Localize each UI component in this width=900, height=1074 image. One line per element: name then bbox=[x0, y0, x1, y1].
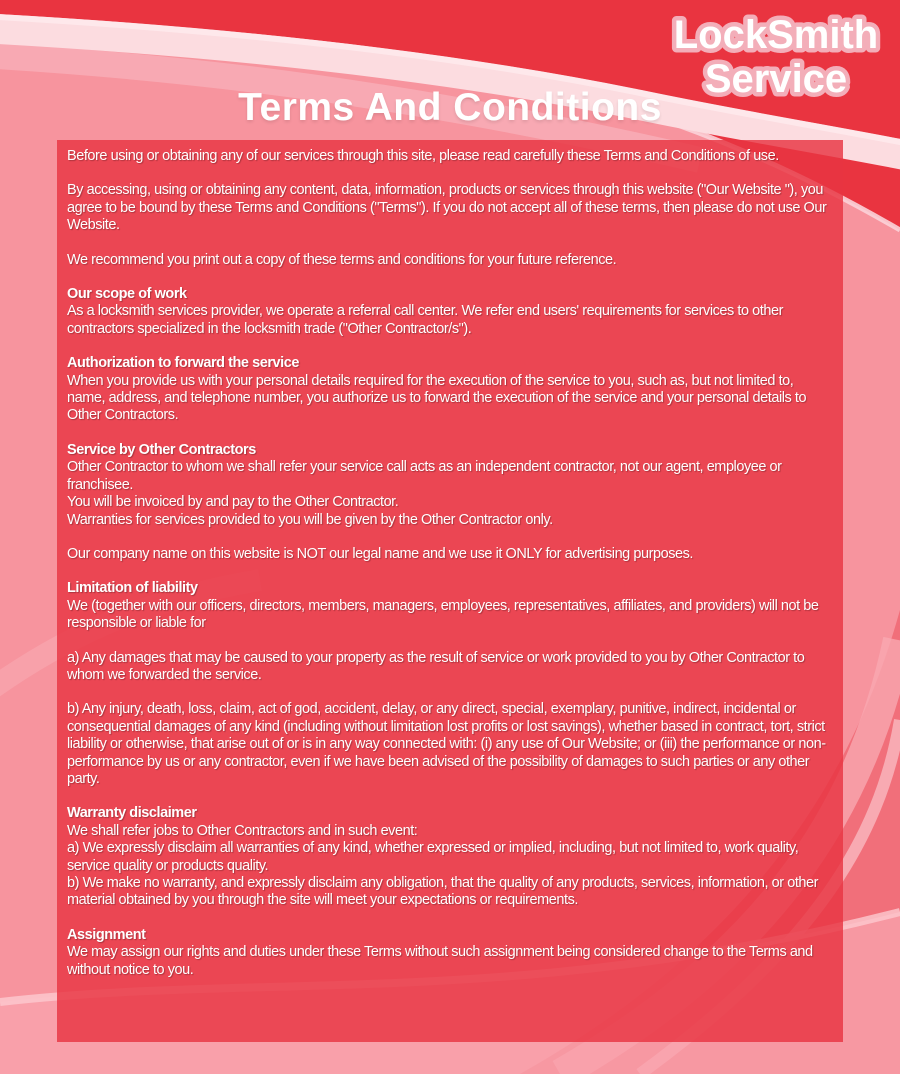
section-liability-paragraph-3: b) Any injury, death, loss, claim, act of god, accident, delay, or any direct, special, exemplary, punitive, indirect, incidental or consequential damages of any kind (including without limitation lost profits or lost savings), whether based in contract, tort, strict liability or otherwise, that arise out of or is in any way connected with: (i) any use of Our Website; or (iii) the performance or non-performance by us or any contractor, even if we have been advised of the possibility of damages to such parties or any other party. bbox=[67, 701, 826, 787]
section-liability-paragraph-2: a) Any damages that may be caused to your property as the result of service or work provided to you by Other Contractor to whom we forwarded the service. bbox=[67, 649, 805, 683]
section-authorization-paragraph: When you provide us with your personal details required for the execution of the service to you, such as, but not limited to, name, address, and telephone number, you authorize us to forward the execution of the service and your personal details to Other Contractors. bbox=[67, 372, 807, 424]
logo bbox=[662, 8, 890, 104]
section-warranty-heading: Warranty disclaimer bbox=[67, 805, 197, 822]
terms-panel bbox=[57, 140, 843, 1042]
section-warranty-paragraph-1: We shall refer jobs to Other Contractors and in such event: bbox=[67, 822, 418, 839]
section-other-contractors-heading: Service by Other Contractors bbox=[67, 441, 256, 458]
intro-paragraph-2: By accessing, using or obtaining any content, data, information, products or services through this website ("Our Website "), you agree to be bound by these Terms and Conditions ("Terms"). If you do not accept all of these terms, then please do not use Our Website. bbox=[67, 182, 827, 234]
section-assignment-heading: Assignment bbox=[67, 926, 146, 943]
section-liability-paragraph-1: We (together with our officers, directors, members, managers, employees, representatives, affiliates, and providers) will not be responsible or liable for bbox=[67, 597, 819, 632]
logo-line2: Service bbox=[704, 57, 848, 101]
section-scope-paragraph: As a locksmith services provider, we operate a referral call center. We refer end users' requirements for services to other contractors specialized in the locksmith trade ("Other Contractor/s"). bbox=[67, 303, 783, 337]
intro-paragraph-1: Before using or obtaining any of our services through this site, please read carefully these Terms and Conditions of use. bbox=[67, 148, 779, 164]
section-other-contractors-paragraph-4: Our company name on this website is NOT our legal name and we use it ONLY for advertising purposes. bbox=[67, 545, 694, 562]
section-other-contractors-paragraph-3: Warranties for services provided to you will be given by the Other Contractor only. bbox=[67, 511, 553, 528]
page-title: Terms And Conditions bbox=[238, 86, 662, 129]
intro-paragraph-3: We recommend you print out a copy of these terms and conditions for your future reference. bbox=[67, 251, 617, 268]
section-warranty-paragraph-3: b) We make no warranty, and expressly disclaim any obligation, that the quality of any products, services, information, or other material obtained by you through the site will meet your expectations or requirements. bbox=[67, 875, 819, 909]
section-scope-heading: Our scope of work bbox=[67, 286, 187, 303]
section-assignment-paragraph: We may assign our rights and duties under these Terms without such assignment being considered change to the Terms and without notice to you. bbox=[67, 944, 813, 978]
section-other-contractors-paragraph-2: You will be invoiced by and pay to the Other Contractor. bbox=[67, 494, 399, 511]
section-other-contractors-paragraph-1: Other Contractor to whom we shall refer your service call acts as an independent contractor, not our agent, employee or franchisee. bbox=[67, 459, 782, 493]
section-liability-heading: Limitation of liability bbox=[67, 580, 198, 597]
logo-line1: LockSmith bbox=[673, 13, 879, 57]
section-authorization-heading: Authorization to forward the service bbox=[67, 355, 299, 372]
section-warranty-paragraph-2: a) We expressly disclaim all warranties of any kind, whether expressed or implied, including, but not limited to, work quality, service quality or products quality. bbox=[67, 840, 799, 874]
